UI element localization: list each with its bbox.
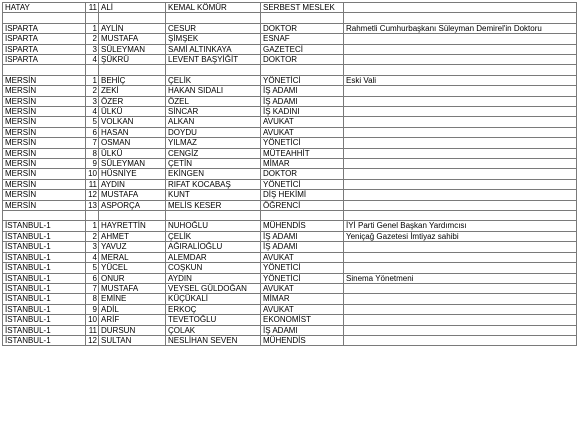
province-cell[interactable]: MERSİN	[3, 107, 86, 117]
table-row	[3, 107, 577, 117]
last-name-cell[interactable]: ERKOÇ	[166, 304, 261, 314]
province-cell[interactable]	[3, 65, 86, 75]
profession-cell[interactable]: SERBEST MESLEK	[261, 3, 344, 13]
first-name-cell[interactable]: ONUR	[99, 273, 166, 283]
province-cell[interactable]: İSTANBUL-1	[3, 294, 86, 304]
province-cell[interactable]: MERSİN	[3, 190, 86, 200]
last-name-cell[interactable]: ÇELİK	[166, 75, 261, 85]
rank-cell[interactable]: 4	[86, 55, 99, 65]
first-name-cell[interactable]: ŞÜKRÜ	[99, 55, 166, 65]
first-name-cell[interactable]: ALİ	[99, 3, 166, 13]
profession-cell[interactable]: YÖNETİCİ	[261, 138, 344, 148]
note-cell[interactable]	[344, 107, 577, 117]
province-cell[interactable]: MERSİN	[3, 179, 86, 189]
rank-cell[interactable]: 1	[86, 23, 99, 33]
table-row	[3, 231, 577, 241]
last-name-cell[interactable]: KUNT	[166, 190, 261, 200]
last-name-cell[interactable]: LEVENT BAŞYİĞİT	[166, 55, 261, 65]
table-row	[3, 65, 577, 75]
table-row	[3, 169, 577, 179]
rank-cell[interactable]: 5	[86, 263, 99, 273]
profession-cell[interactable]: YÖNETİCİ	[261, 263, 344, 273]
note-cell[interactable]	[344, 148, 577, 158]
profession-cell[interactable]: YÖNETİCİ	[261, 75, 344, 85]
table-row	[3, 148, 577, 158]
first-name-cell[interactable]: ZEKİ	[99, 86, 166, 96]
last-name-cell[interactable]: ŞİMŞEK	[166, 34, 261, 44]
first-name-cell[interactable]: YÜCEL	[99, 263, 166, 273]
table-row	[3, 55, 577, 65]
note-cell[interactable]: Yeniçağ Gazetesi İmtiyaz sahibi	[344, 231, 577, 241]
province-cell[interactable]: İSTANBUL-1	[3, 325, 86, 335]
note-cell[interactable]: Sinema Yönetmeni	[344, 273, 577, 283]
province-cell[interactable]: ISPARTA	[3, 55, 86, 65]
last-name-cell[interactable]: ALKAN	[166, 117, 261, 127]
profession-cell[interactable]: İŞ ADAMI	[261, 231, 344, 241]
table-body	[3, 3, 577, 346]
profession-cell[interactable]: ESNAF	[261, 34, 344, 44]
rank-cell[interactable]: 11	[86, 179, 99, 189]
profession-cell[interactable]: YÖNETİCİ	[261, 273, 344, 283]
province-cell[interactable]: İSTANBUL-1	[3, 221, 86, 231]
rank-cell[interactable]: 10	[86, 169, 99, 179]
first-name-cell[interactable]: ASPORÇA	[99, 200, 166, 210]
last-name-cell[interactable]: TEVETOĞLU	[166, 315, 261, 325]
note-cell[interactable]: Rahmetli Cumhurbaşkanı Süleyman Demirel'in Doktoru	[344, 23, 577, 33]
rank-cell[interactable]: 8	[86, 148, 99, 158]
rank-cell[interactable]: 3	[86, 44, 99, 54]
last-name-cell[interactable]: CESUR	[166, 23, 261, 33]
province-cell[interactable]	[3, 13, 86, 23]
last-name-cell[interactable]	[166, 65, 261, 75]
rank-cell[interactable]: 7	[86, 138, 99, 148]
province-cell[interactable]: İSTANBUL-1	[3, 252, 86, 262]
profession-cell[interactable]: MİMAR	[261, 159, 344, 169]
table-row	[3, 304, 577, 314]
province-cell[interactable]: MERSİN	[3, 148, 86, 158]
note-cell[interactable]	[344, 304, 577, 314]
first-name-cell[interactable]: AYLİN	[99, 23, 166, 33]
last-name-cell[interactable]: MELİS KESER	[166, 200, 261, 210]
table-row	[3, 75, 577, 85]
table-row	[3, 127, 577, 137]
profession-cell[interactable]: AVUKAT	[261, 304, 344, 314]
profession-cell[interactable]: DOKTOR	[261, 55, 344, 65]
profession-cell[interactable]: GAZETECİ	[261, 44, 344, 54]
province-cell[interactable]: İSTANBUL-1	[3, 263, 86, 273]
table-row	[3, 221, 577, 231]
note-cell[interactable]	[344, 96, 577, 106]
table-row	[3, 179, 577, 189]
last-name-cell[interactable]: DOYDU	[166, 127, 261, 137]
note-cell[interactable]: Eski Vali	[344, 75, 577, 85]
province-cell[interactable]: MERSİN	[3, 169, 86, 179]
note-cell[interactable]	[344, 190, 577, 200]
profession-cell[interactable]: MÜHENDİS	[261, 221, 344, 231]
profession-cell[interactable]: İŞ ADAMI	[261, 242, 344, 252]
last-name-cell[interactable]: AYDIN	[166, 273, 261, 283]
province-cell[interactable]: İSTANBUL-1	[3, 231, 86, 241]
first-name-cell[interactable]: SÜLEYMAN	[99, 44, 166, 54]
note-cell[interactable]: İYİ Parti Genel Başkan Yardımcısı	[344, 221, 577, 231]
note-cell[interactable]	[344, 335, 577, 345]
note-cell[interactable]	[344, 315, 577, 325]
rank-cell[interactable]: 5	[86, 117, 99, 127]
first-name-cell[interactable]: ÖZER	[99, 96, 166, 106]
last-name-cell[interactable]: SAMİ ALTINKAYA	[166, 44, 261, 54]
note-cell[interactable]	[344, 44, 577, 54]
note-cell[interactable]	[344, 55, 577, 65]
table-row	[3, 273, 577, 283]
note-cell[interactable]	[344, 34, 577, 44]
first-name-cell[interactable]: MERAL	[99, 252, 166, 262]
province-cell[interactable]: MERSİN	[3, 96, 86, 106]
table-row	[3, 44, 577, 54]
province-cell[interactable]: ISPARTA	[3, 23, 86, 33]
table-row	[3, 159, 577, 169]
rank-cell[interactable]: 6	[86, 273, 99, 283]
rank-cell[interactable]: 1	[86, 75, 99, 85]
rank-cell[interactable]: 11	[86, 325, 99, 335]
table-row	[3, 34, 577, 44]
province-cell[interactable]: MERSİN	[3, 117, 86, 127]
first-name-cell[interactable]: YAVUZ	[99, 242, 166, 252]
note-cell[interactable]	[344, 242, 577, 252]
first-name-cell[interactable]: SULTAN	[99, 335, 166, 345]
last-name-cell[interactable]: AĞIRALİOĞLU	[166, 242, 261, 252]
first-name-cell[interactable]: ARİF	[99, 315, 166, 325]
rank-cell[interactable]: 2	[86, 231, 99, 241]
table-row	[3, 294, 577, 304]
rank-cell[interactable]: 4	[86, 252, 99, 262]
first-name-cell[interactable]: AHMET	[99, 231, 166, 241]
note-cell[interactable]	[344, 159, 577, 169]
first-name-cell[interactable]: ÜLKÜ	[99, 107, 166, 117]
province-cell[interactable]: İSTANBUL-1	[3, 242, 86, 252]
first-name-cell[interactable]: MUSTAFA	[99, 283, 166, 293]
note-cell[interactable]	[344, 13, 577, 23]
note-cell[interactable]	[344, 117, 577, 127]
table-row	[3, 315, 577, 325]
last-name-cell[interactable]: CENGİZ	[166, 148, 261, 158]
province-cell[interactable]: ISPARTA	[3, 34, 86, 44]
first-name-cell[interactable]: EMİNE	[99, 294, 166, 304]
last-name-cell[interactable]: COŞKUN	[166, 263, 261, 273]
note-cell[interactable]	[344, 200, 577, 210]
province-cell[interactable]: MERSİN	[3, 75, 86, 85]
province-cell[interactable]	[3, 211, 86, 221]
table-row	[3, 335, 577, 345]
province-cell[interactable]: MERSİN	[3, 127, 86, 137]
first-name-cell[interactable]: ADİL	[99, 304, 166, 314]
note-cell[interactable]	[344, 127, 577, 137]
last-name-cell[interactable]	[166, 211, 261, 221]
table-row	[3, 23, 577, 33]
table-row	[3, 96, 577, 106]
table-row	[3, 325, 577, 335]
rank-cell[interactable]: 8	[86, 294, 99, 304]
first-name-cell[interactable]: DURSUN	[99, 325, 166, 335]
last-name-cell[interactable]: KEMAL KÖMÜR	[166, 3, 261, 13]
table-row	[3, 283, 577, 293]
first-name-cell[interactable]: OSMAN	[99, 138, 166, 148]
last-name-cell[interactable]: RIFAT KOCABAŞ	[166, 179, 261, 189]
note-cell[interactable]	[344, 263, 577, 273]
last-name-cell[interactable]: ÖZEL	[166, 96, 261, 106]
first-name-cell[interactable]	[99, 65, 166, 75]
rank-cell[interactable]: 3	[86, 242, 99, 252]
rank-cell[interactable]: 10	[86, 315, 99, 325]
note-cell[interactable]	[344, 169, 577, 179]
rank-cell[interactable]: 3	[86, 96, 99, 106]
table-row	[3, 117, 577, 127]
profession-cell[interactable]	[261, 211, 344, 221]
note-cell[interactable]	[344, 325, 577, 335]
profession-cell[interactable]: DOKTOR	[261, 169, 344, 179]
province-cell[interactable]: İSTANBUL-1	[3, 335, 86, 345]
table-row	[3, 13, 577, 23]
table-row	[3, 138, 577, 148]
rank-cell[interactable]	[86, 13, 99, 23]
profession-cell[interactable]: AVUKAT	[261, 127, 344, 137]
table-row	[3, 211, 577, 221]
rank-cell[interactable]: 4	[86, 107, 99, 117]
last-name-cell[interactable]: YILMAZ	[166, 138, 261, 148]
rank-cell[interactable]: 9	[86, 304, 99, 314]
province-cell[interactable]: MERSİN	[3, 86, 86, 96]
first-name-cell[interactable]: HAYRETTİN	[99, 221, 166, 231]
rank-cell[interactable]: 7	[86, 283, 99, 293]
profession-cell[interactable]: YÖNETİCİ	[261, 179, 344, 189]
first-name-cell[interactable]: BEHİÇ	[99, 75, 166, 85]
first-name-cell[interactable]: HASAN	[99, 127, 166, 137]
profession-cell[interactable]: İŞ ADAMI	[261, 96, 344, 106]
last-name-cell[interactable]: NESLİHAN SEVEN	[166, 335, 261, 345]
profession-cell[interactable]	[261, 13, 344, 23]
first-name-cell[interactable]	[99, 211, 166, 221]
profession-cell[interactable]: DİŞ HEKİMİ	[261, 190, 344, 200]
first-name-cell[interactable]: MUSTAFA	[99, 34, 166, 44]
note-cell[interactable]	[344, 3, 577, 13]
note-cell[interactable]	[344, 211, 577, 221]
rank-cell[interactable]: 6	[86, 127, 99, 137]
profession-cell[interactable]: AVUKAT	[261, 117, 344, 127]
note-cell[interactable]	[344, 86, 577, 96]
table-row	[3, 190, 577, 200]
rank-cell[interactable]: 13	[86, 200, 99, 210]
rank-cell[interactable]: 2	[86, 34, 99, 44]
first-name-cell[interactable]	[99, 13, 166, 23]
profession-cell[interactable]: İŞ KADINI	[261, 107, 344, 117]
table-row	[3, 200, 577, 210]
last-name-cell[interactable]: NUHOĞLU	[166, 221, 261, 231]
province-cell[interactable]: İSTANBUL-1	[3, 304, 86, 314]
profession-cell[interactable]: EKONOMİST	[261, 315, 344, 325]
rank-cell[interactable]: 11	[86, 3, 99, 13]
table-row	[3, 86, 577, 96]
province-cell[interactable]: MERSİN	[3, 159, 86, 169]
province-cell[interactable]: MERSİN	[3, 200, 86, 210]
rank-cell[interactable]: 12	[86, 335, 99, 345]
first-name-cell[interactable]: AYDIN	[99, 179, 166, 189]
rank-cell[interactable]	[86, 211, 99, 221]
note-cell[interactable]	[344, 252, 577, 262]
rank-cell[interactable]: 1	[86, 221, 99, 231]
profession-cell[interactable]: AVUKAT	[261, 283, 344, 293]
last-name-cell[interactable]: SİNCAR	[166, 107, 261, 117]
province-cell[interactable]: HATAY	[3, 3, 86, 13]
note-cell[interactable]	[344, 283, 577, 293]
province-cell[interactable]: İSTANBUL-1	[3, 283, 86, 293]
note-cell[interactable]	[344, 179, 577, 189]
profession-cell[interactable]: DOKTOR	[261, 23, 344, 33]
last-name-cell[interactable]	[166, 13, 261, 23]
last-name-cell[interactable]: VEYSEL GÜLDOĞAN	[166, 283, 261, 293]
province-cell[interactable]: MERSİN	[3, 138, 86, 148]
profession-cell[interactable]: ÖĞRENCİ	[261, 200, 344, 210]
rank-cell[interactable]: 12	[86, 190, 99, 200]
profession-cell[interactable]: İŞ ADAMI	[261, 86, 344, 96]
rank-cell[interactable]	[86, 65, 99, 75]
note-cell[interactable]	[344, 65, 577, 75]
province-cell[interactable]: İSTANBUL-1	[3, 315, 86, 325]
first-name-cell[interactable]: VOLKAN	[99, 117, 166, 127]
last-name-cell[interactable]: ÇOLAK	[166, 325, 261, 335]
note-cell[interactable]	[344, 138, 577, 148]
profession-cell[interactable]: MÜTEAHHİT	[261, 148, 344, 158]
profession-cell[interactable]	[261, 65, 344, 75]
province-cell[interactable]: ISPARTA	[3, 44, 86, 54]
table-row	[3, 242, 577, 252]
table-row	[3, 252, 577, 262]
province-cell[interactable]: İSTANBUL-1	[3, 273, 86, 283]
first-name-cell[interactable]: SÜLEYMAN	[99, 159, 166, 169]
note-cell[interactable]	[344, 294, 577, 304]
last-name-cell[interactable]: ÇELİK	[166, 231, 261, 241]
profession-cell[interactable]: MÜHENDİS	[261, 335, 344, 345]
last-name-cell[interactable]: HAKAN SIDALI	[166, 86, 261, 96]
last-name-cell[interactable]: EKİNGEN	[166, 169, 261, 179]
table-row	[3, 263, 577, 273]
profession-cell[interactable]: AVUKAT	[261, 252, 344, 262]
last-name-cell[interactable]: ALEMDAR	[166, 252, 261, 262]
rank-cell[interactable]: 2	[86, 86, 99, 96]
first-name-cell[interactable]: HÜSNİYE	[99, 169, 166, 179]
first-name-cell[interactable]: MUSTAFA	[99, 190, 166, 200]
profession-cell[interactable]: İŞ ADAMI	[261, 325, 344, 335]
candidate-table	[2, 2, 577, 346]
last-name-cell[interactable]: ÇETİN	[166, 159, 261, 169]
last-name-cell[interactable]: KÜÇÜKALİ	[166, 294, 261, 304]
profession-cell[interactable]: MİMAR	[261, 294, 344, 304]
table-row	[3, 3, 577, 13]
rank-cell[interactable]: 9	[86, 159, 99, 169]
first-name-cell[interactable]: ÜLKÜ	[99, 148, 166, 158]
